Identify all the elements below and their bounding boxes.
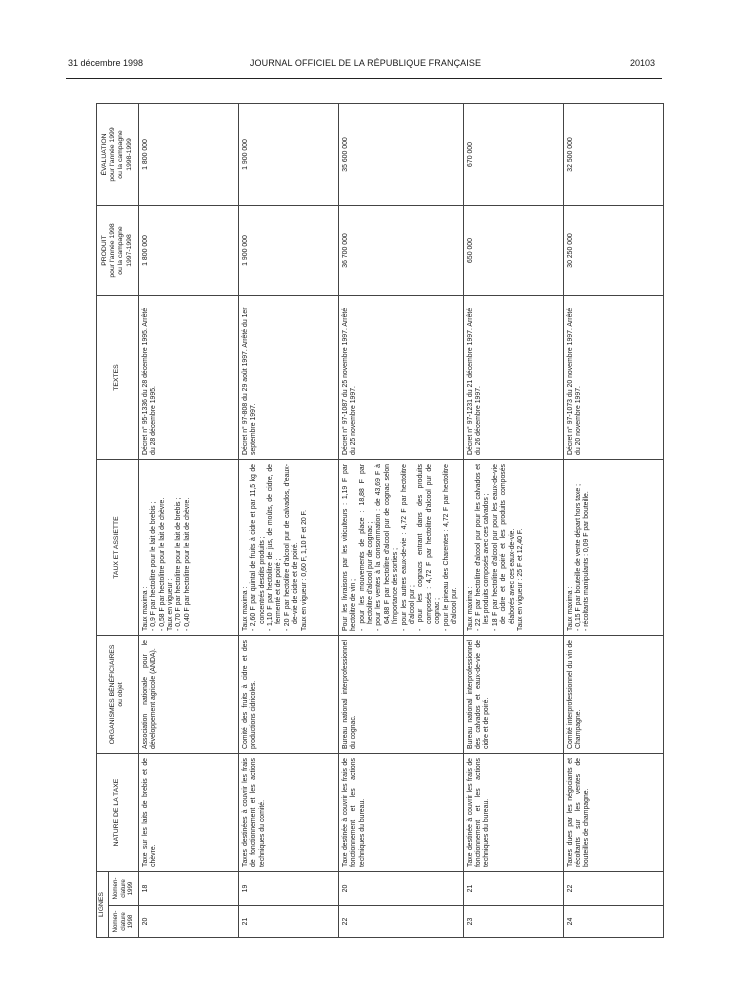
cell-textes: Décret n° 97-1231 du 21 décembre 1997. Arrêté du 26 décembre 1997. — [463, 296, 563, 460]
taux-line: - 0,58 F par hectolitre pour le lait de chèvre. — [158, 497, 166, 631]
evaluation-header — [97, 104, 139, 206]
cell-nature: Taxes destinées à couvrir les frais de fonctionnement et les actions techniques du comité. — [238, 754, 338, 872]
table-row — [238, 104, 338, 938]
cell-taux — [238, 460, 338, 636]
cell-taux — [138, 460, 238, 636]
cell-nature: Taxe destinée à couvrir les frais de fonctionnement et les actions techniques du bureau. — [463, 754, 563, 872]
produit-header — [97, 206, 139, 296]
taux-line: Taux maxima : — [566, 586, 574, 631]
taux-line: - pour les autres eaux-de-vie : 4,72 F par hectolitre d'alcool pur ; — [400, 464, 417, 631]
cell-nature: Taxe destinée à couvrir les frais de fonctionnement et les actions techniques du bureau. — [338, 754, 463, 872]
evaluation-header-title: ÉVALUATION — [100, 133, 108, 176]
cell-nomenclature-1999: 19 — [238, 872, 338, 906]
cell-nomenclature-1999: 20 — [338, 872, 463, 906]
cell-produit: 36 700 000 — [338, 206, 463, 296]
page-header — [0, 58, 731, 72]
cell-produit: 30 250 000 — [563, 206, 663, 296]
taux-line: - pour les ventes à la consommation : de 43,69 F à 64,88 F par hectolitre d'alcool pur de cognac selon l'importance des sorties ; — [375, 464, 400, 631]
taux-line: - 0,70 F par hectolitre pour le lait de brebis ; — [175, 497, 183, 631]
organismes-header-title: ORGANISMES BÉNÉFICIAIRES — [109, 644, 117, 745]
taux-line: - pour le pineau des Charentes : 4,72 F par hectolitre d'alcool pur. — [442, 464, 459, 631]
cell-produit: 650 000 — [463, 206, 563, 296]
cell-organisme: Association nationale pour le développement agricole (ANDA). — [138, 636, 238, 754]
taux-line: Taux maxima : — [466, 586, 474, 631]
taux-line: Taux maxima : — [241, 586, 249, 631]
table-row — [463, 104, 563, 938]
tax-table — [96, 103, 664, 938]
cell-evaluation: 670 000 — [463, 104, 563, 206]
cell-nature: Taxe sur les laits de brebis et de chèvre. — [138, 754, 238, 872]
produit-header-sub: pour l'année 1998 ou la campagne 1997-1998 — [109, 223, 133, 278]
cell-produit: 1 800 000 — [138, 206, 238, 296]
cell-nomenclature-1998: 22 — [338, 906, 463, 938]
taux-line: Taux maxima : — [141, 586, 149, 631]
cell-nomenclature-1998: 23 — [463, 906, 563, 938]
taux-line: - récoltants manipulants : 0,09 F par bouteille. — [583, 491, 591, 631]
header-rule — [66, 78, 662, 79]
taux-line: Taux en vigueur : 25 F et 12,40 F. — [517, 528, 525, 631]
header-page-number: 20103 — [629, 58, 655, 68]
produit-header-title: PRODUIT — [100, 235, 108, 266]
taux-line: - 18 F par hectolitre d'alcool pur pour les eaux-de-vie de cidre et de poiré et les produits composés élaborés avec ces eaux-de-vie. — [491, 464, 516, 631]
taux-line: - 0,9 F par hectolitre pour le lait de brebis ; — [150, 501, 158, 631]
cell-organisme: Bureau national interprofessionnel des calvados et eaux-de-vie de cidre et de poiré. — [463, 636, 563, 754]
cell-nomenclature-1998: 21 — [238, 906, 338, 938]
taux-line: Pour les livraisons par les viticulteurs : 1,19 F par hectolitre de vin ; — [341, 464, 358, 631]
rotated-table-wrapper — [96, 104, 656, 938]
organismes-header-sub: ou objet — [117, 682, 125, 707]
taux-line: - pour les mouvements de place : 18,88 F par hectolitre d'alcool pur de cognac ; — [358, 464, 374, 631]
nature-header: NATURE DE LA TAXE — [97, 754, 139, 872]
taux-line: - 22 F par hectolitre d'alcool pur pour les calvados et les produits composés avec ces calvados ; — [475, 464, 491, 631]
cell-organisme: Comité interprofessionnel du vin de Champagne. — [563, 636, 663, 754]
cell-nomenclature-1998: 20 — [138, 906, 238, 938]
cell-textes: Décret n° 97-1073 du 20 novembre 1997. Arrêté du 20 novembre 1997. — [563, 296, 663, 460]
cell-nomenclature-1999: 21 — [463, 872, 563, 906]
cell-textes: Décret n° 97-808 du 29 août 1997. Arrêté du 1er septembre 1997. — [238, 296, 338, 460]
taux-header: TAUX ET ASSIETTE — [97, 460, 139, 636]
taux-line: - 20 F par hectolitre d'alcool pur de calvados, d'eaux-de-vie de cidre et de poiré. — [283, 464, 300, 631]
table-body — [138, 104, 663, 938]
header-journal-title: JOURNAL OFFICIEL DE LA RÉPUBLIQUE FRANÇAISE — [249, 58, 482, 68]
cell-taux — [463, 460, 563, 636]
header-date: 31 décembre 1998 — [68, 58, 144, 68]
taux-line: - pour les cognacs entrant dans des produits composés : 4,72 F par hectolitre d'alcool pur de cognac ; — [417, 464, 442, 631]
textes-header: TEXTES — [97, 296, 139, 460]
cell-evaluation: 32 500 000 — [563, 104, 663, 206]
cell-taux — [338, 460, 463, 636]
cell-produit: 1 900 000 — [238, 206, 338, 296]
organismes-header — [97, 636, 139, 754]
nomenclature-1999-header: Nomen- clature 1999 — [109, 872, 139, 906]
taux-line: - 0,15 F par bouteille de vente départ hors taxe ; — [575, 483, 583, 631]
taux-line: Taux en vigueur : — [166, 578, 174, 631]
table-row — [338, 104, 463, 938]
table-row — [138, 104, 238, 938]
nomenclature-1998-header: Nomen- clature 1998 — [109, 906, 139, 938]
evaluation-header-sub: pour l'année 1999 ou la campagne 1998-1999 — [109, 127, 133, 182]
taux-line: - 0,40 F par hectolitre pour le lait de chèvre. — [183, 497, 191, 631]
cell-organisme: Bureau national interprofessionnel du cognac. — [338, 636, 463, 754]
taux-line: Taux en vigueur : 0,60 F, 1,10 F et 20 F. — [300, 509, 308, 631]
cell-nomenclature-1998: 24 — [563, 906, 663, 938]
table-row — [563, 104, 663, 938]
taux-line: - 1,10 F par hectolitre de jus, de moûts, de cidre, de fermenté et de poiré ; — [266, 464, 283, 631]
cell-organisme: Comité des fruits à cidre et des productions cidricoles. — [238, 636, 338, 754]
cell-textes: Décret n° 97-1087 du 25 novembre 1997. Arrêté du 25 novembre 1997. — [338, 296, 463, 460]
cell-taux — [563, 460, 663, 636]
cell-textes: Décret n° 95-1336 du 28 décembre 1995. Arrêté du 28 décembre 1995. — [138, 296, 238, 460]
lignes-header: LIGNES — [97, 872, 109, 938]
cell-nature: Taxes dues par les négociants et récoltants sur les ventes de bouteilles de champagne. — [563, 754, 663, 872]
cell-nomenclature-1999: 18 — [138, 872, 238, 906]
taux-line: - 2,60 F par quintal de fruits à cidre et par 11,5 kg de concentrés desdits produits ; — [250, 464, 266, 631]
cell-evaluation: 1 900 000 — [238, 104, 338, 206]
cell-evaluation: 1 800 000 — [138, 104, 238, 206]
cell-nomenclature-1999: 22 — [563, 872, 663, 906]
cell-evaluation: 35 600 000 — [338, 104, 463, 206]
